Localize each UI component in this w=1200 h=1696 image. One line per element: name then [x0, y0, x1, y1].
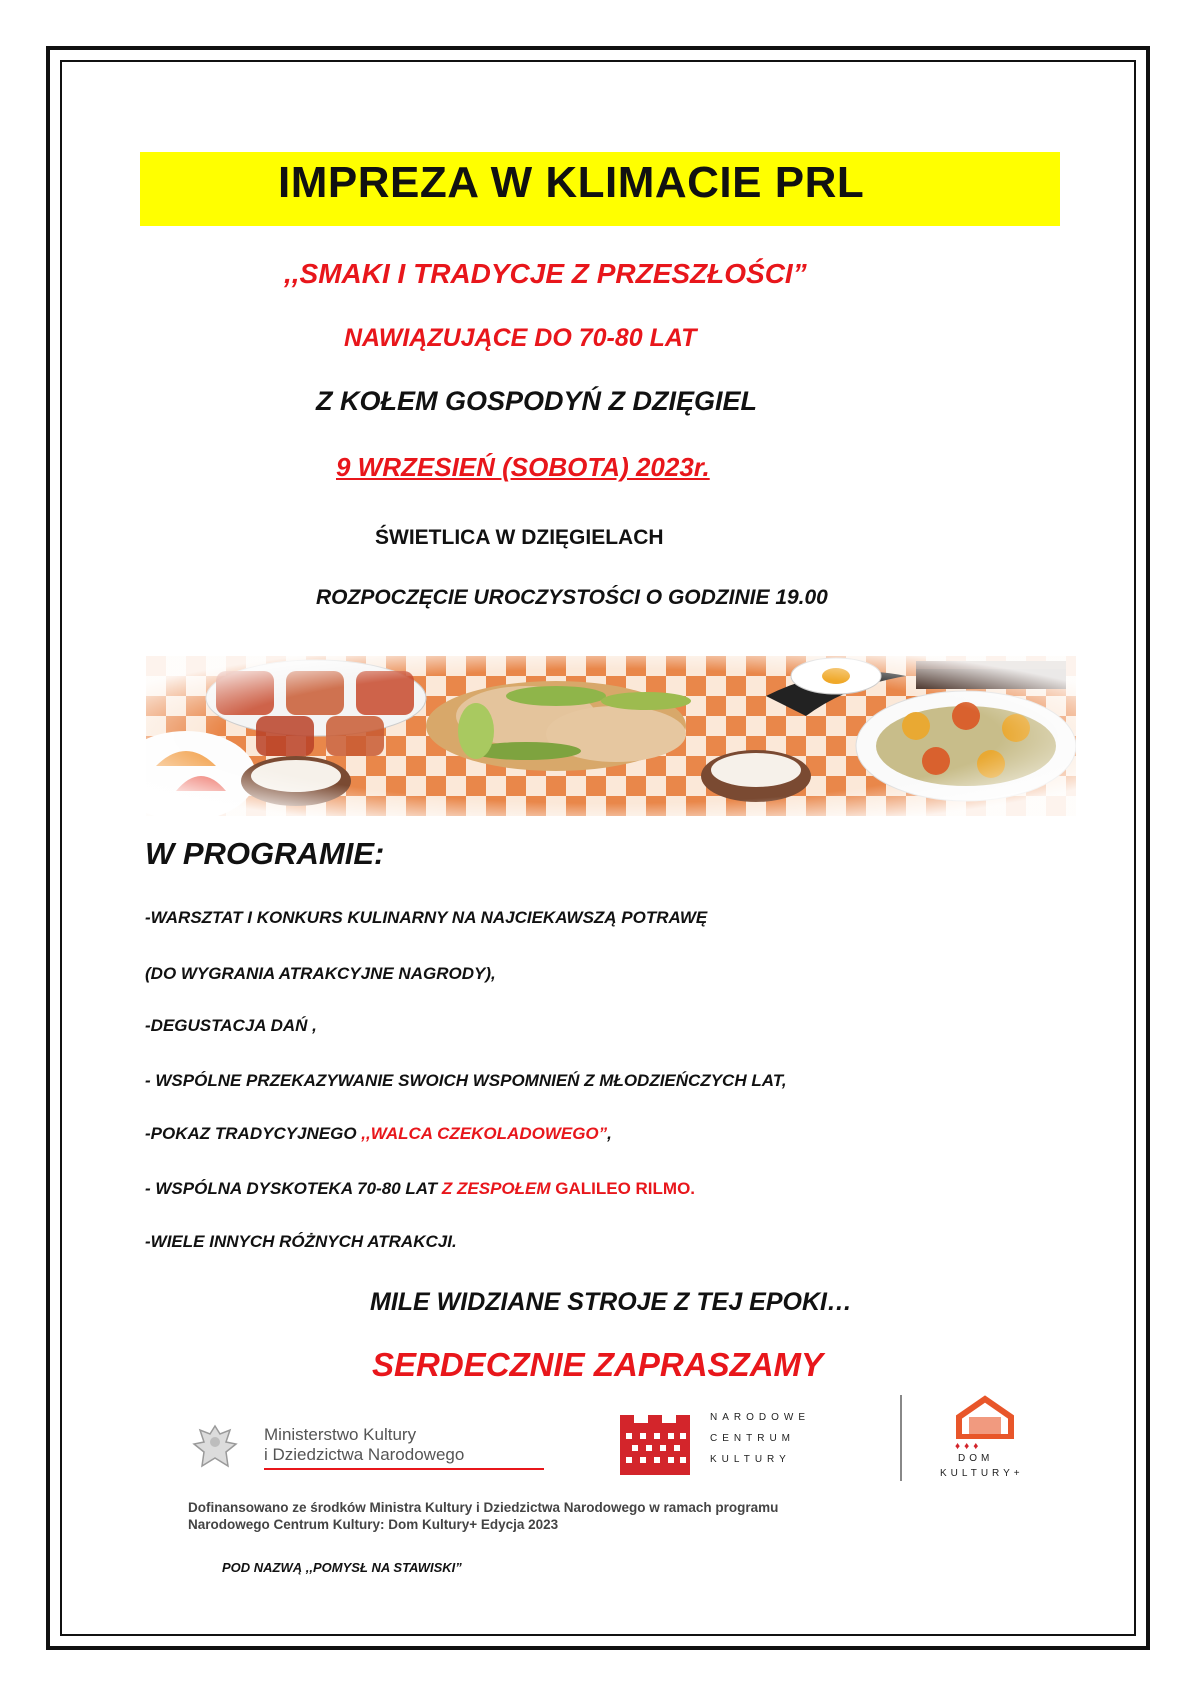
event-date: 9 WRZESIEŃ (SOBOTA) 2023r.: [336, 452, 710, 482]
ministry-name-line2: i Dziedzictwa Narodowego: [264, 1445, 465, 1464]
dom-kultury-dots-icon: ♦♦♦: [955, 1441, 983, 1452]
nck-text-line: NARODOWE: [710, 1412, 810, 1423]
funding-note-line1: Dofinansowano ze środków Ministra Kultury i Dziedzictwa Narodowego w ramach programu: [188, 1500, 779, 1515]
funding-note-line2: Narodowego Centrum Kultury: Dom Kultury+ Edycja 2023: [188, 1517, 559, 1532]
program-item: [145, 1179, 695, 1199]
ministry-red-rule: [264, 1468, 544, 1470]
event-subtitle: ,,SMAKI I TRADYCJE Z PRZESZŁOŚCI”: [284, 258, 807, 289]
dom-kultury-logo-icon: [955, 1395, 1015, 1439]
program-item: -DEGUSTACJA DAŃ ,: [145, 1016, 317, 1035]
event-title: IMPREZA W KLIMACIE PRL: [278, 158, 865, 207]
logo-divider: [900, 1395, 902, 1481]
program-item-text: ,: [607, 1124, 612, 1143]
program-item: - WSPÓLNE PRZEKAZYWANIE SWOICH WSPOMNIEŃ Z MŁODZIEŃCZYCH LAT,: [145, 1071, 787, 1090]
era-line: NAWIĄZUJĄCE DO 70-80 LAT: [344, 324, 697, 352]
program-item-highlight: ,,WALCA CZEKOLADOWEGO”: [361, 1124, 608, 1143]
event-start-time: ROZPOCZĘCIE UROCZYSTOŚCI O GODZINIE 19.00: [316, 586, 828, 609]
nck-text-line: CENTRUM: [710, 1433, 795, 1444]
program-item-text: -POKAZ TRADYCYJNEGO: [145, 1124, 362, 1143]
program-item: [145, 1124, 612, 1144]
nck-text-line: KULTURY: [710, 1454, 791, 1465]
dom-kultury-line1: DOM: [958, 1453, 994, 1464]
program-heading: W PROGRAMIE:: [145, 836, 385, 871]
band-name: GALILEO RILMO.: [550, 1179, 696, 1198]
eagle-emblem-icon: [190, 1422, 240, 1472]
dom-kultury-line2: KULTURY+: [940, 1468, 1024, 1479]
costume-note: MILE WIDZIANE STROJE Z TEJ EPOKI…: [370, 1288, 852, 1316]
program-item: (DO WYGRANIA ATRAKCYJNE NAGRODY),: [145, 964, 496, 983]
with-line: Z KOŁEM GOSPODYŃ Z DZIĘGIEL: [316, 386, 758, 416]
program-item: -WARSZTAT I KONKURS KULINARNY NA NAJCIEKAWSZĄ POTRAWĘ: [145, 908, 708, 927]
project-name: POD NAZWĄ ,,POMYSŁ NA STAWISKI”: [222, 1560, 462, 1575]
ministry-name-line1: Ministerstwo Kultury: [264, 1425, 417, 1444]
food-photo: [146, 656, 1076, 816]
program-item-highlight: Z ZESPOŁEM: [441, 1179, 551, 1198]
nck-logo-icon: [620, 1415, 690, 1475]
invitation: SERDECZNIE ZAPRASZAMY: [372, 1346, 824, 1383]
program-item: -WIELE INNYCH RÓŻNYCH ATRAKCJI.: [145, 1232, 457, 1251]
event-venue: ŚWIETLICA W DZIĘGIELACH: [375, 526, 664, 549]
program-item-text: - WSPÓLNA DYSKOTEKA 70-80 LAT: [145, 1179, 442, 1198]
